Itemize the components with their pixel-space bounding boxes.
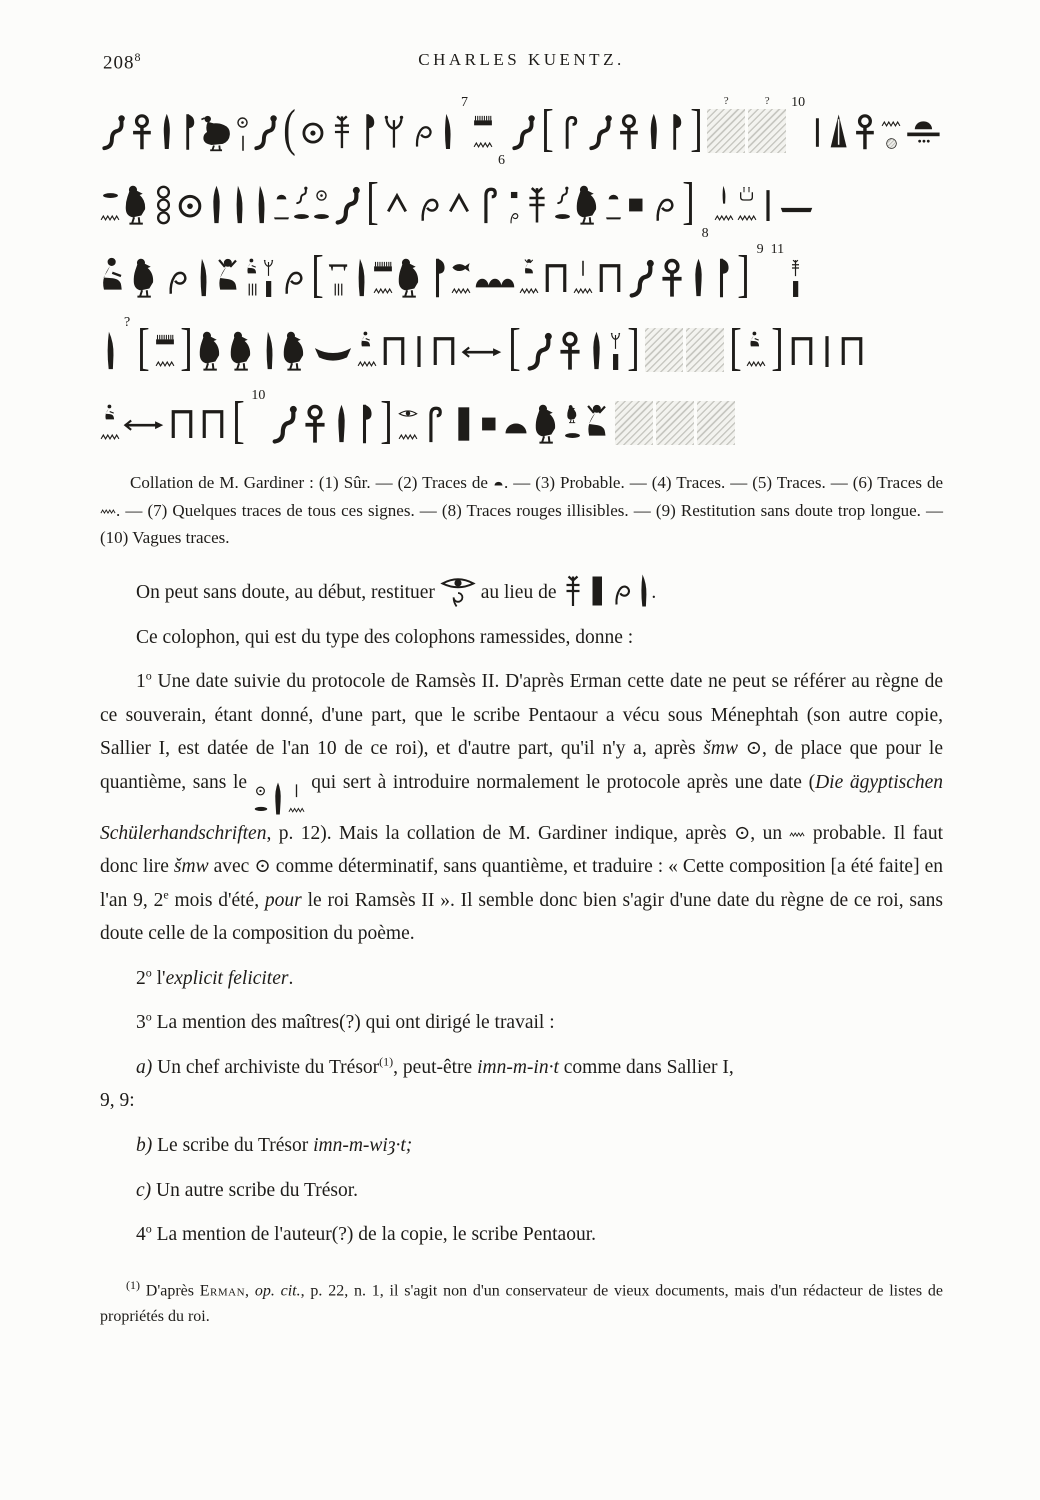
ankh-glyph xyxy=(658,257,686,299)
text-run: o xyxy=(145,668,152,683)
text-run: , xyxy=(245,1281,255,1299)
water-glyph xyxy=(100,502,116,518)
spiral-glyph xyxy=(414,184,442,226)
glyph-stack xyxy=(714,185,734,226)
bird-glyph xyxy=(533,403,561,445)
knife-glyph xyxy=(719,185,728,205)
text-run: au lieu de xyxy=(475,582,562,604)
tallrect-glyph xyxy=(587,573,607,609)
bird-glyph xyxy=(574,184,602,226)
reed-glyph xyxy=(358,111,377,153)
reference-number: 7 xyxy=(460,95,468,110)
editorial-bracket: [ xyxy=(728,319,741,377)
glyph-stack xyxy=(254,782,268,817)
reference-number: 6 xyxy=(497,153,505,168)
stroke-glyph xyxy=(819,330,835,372)
water-glyph xyxy=(737,206,757,226)
ankh-glyph xyxy=(852,111,878,153)
flat-glyph xyxy=(605,206,622,226)
oval-glyph xyxy=(293,206,310,226)
flat-glyph xyxy=(273,206,290,226)
ankh-glyph xyxy=(301,403,329,445)
stroke-glyph xyxy=(760,184,776,226)
oval-glyph xyxy=(313,206,330,226)
text-run: c) xyxy=(136,1179,152,1201)
text-run: La mention de l'auteur(?) de la copie, le scribe Pentaour. xyxy=(151,1224,597,1246)
box-glyph xyxy=(168,403,196,445)
viper-glyph xyxy=(627,257,655,299)
water-glyph xyxy=(373,279,393,299)
reed-glyph xyxy=(354,403,375,445)
man-glyph xyxy=(360,331,373,351)
editorial-bracket: ] xyxy=(380,392,393,450)
page-number-signature: 8 xyxy=(134,50,142,64)
editorial-bracket: [ xyxy=(137,319,150,377)
text-run: . — (3) Probable. — (4) Traces. — (5) Traces. — (6) Traces de xyxy=(503,473,943,492)
stroke-glyph xyxy=(579,258,587,278)
text-run: imn-m-wiȝ·t; xyxy=(313,1135,413,1157)
man2-glyph xyxy=(523,258,536,278)
reference-number: 10 xyxy=(791,95,806,110)
bird-glyph xyxy=(131,257,159,299)
reference-number: 9 xyxy=(756,242,764,257)
text-run: (1) xyxy=(126,1277,140,1292)
water-glyph xyxy=(746,352,766,372)
knife-glyph xyxy=(193,257,212,299)
glyph-stack xyxy=(273,185,290,226)
lacuna-block xyxy=(686,328,724,372)
lacuna-block xyxy=(656,401,694,445)
cup-glyph xyxy=(738,185,755,205)
glyph-stack xyxy=(609,331,622,372)
man-glyph xyxy=(100,257,128,299)
jar-glyph xyxy=(689,257,708,299)
editorial-bracket: ] xyxy=(737,246,750,304)
text-run: , peut-être xyxy=(393,1056,478,1078)
knife-glyph xyxy=(259,330,278,372)
text-run: comme dans Sallier I, xyxy=(558,1056,734,1078)
hatched-lacuna xyxy=(656,401,694,445)
glyph-stack xyxy=(881,112,901,153)
chain-glyph xyxy=(154,184,173,226)
viper-glyph xyxy=(252,111,278,153)
bin-glyph xyxy=(478,403,499,445)
text-run: Die ägyptischen Schülerhandschriften xyxy=(100,771,944,844)
knife-glyph xyxy=(635,573,651,609)
hatched-lacuna xyxy=(645,328,683,372)
glyph-stack xyxy=(100,185,120,226)
text-run: D'après xyxy=(140,1281,200,1299)
caret-glyph xyxy=(445,184,473,226)
text-run: e xyxy=(163,887,169,902)
arrow-glyph xyxy=(123,403,165,445)
knife-glyph xyxy=(100,330,119,372)
spiral-glyph xyxy=(507,206,520,226)
editorial-bracket: [ xyxy=(541,100,553,158)
text-run: Collation de M. Gardiner : (1) Sûr. — (2) Traces de xyxy=(130,473,493,492)
spiral-glyph xyxy=(409,111,435,153)
viper-glyph xyxy=(510,111,536,153)
hatched-lacuna xyxy=(707,109,745,153)
glyph-stack xyxy=(789,258,802,299)
editorial-bracket: [ xyxy=(232,392,245,450)
inline-hieroglyph xyxy=(100,502,116,518)
text-run: ⊙, de place que pour le quantième, sans le xyxy=(100,738,943,793)
hieroglyph-row-5 xyxy=(100,388,943,450)
boat-glyph xyxy=(312,330,354,372)
text-run: Une date suivie du protocole de Ramsès II. D'après Erman cette date ne peut se référer au règne de ce souverain, étant donné, d'une part, que le scribe Pentaour a vécu sous Ménephtah (son autre copie, Sallier I, est datée de l'an 10 de ce roi), et d'autre part, qu'il n'y a, après xyxy=(100,671,943,760)
comb-glyph xyxy=(373,258,393,278)
text-run: 3 xyxy=(136,1012,146,1034)
inline-hieroglyph xyxy=(493,474,504,490)
bird-glyph xyxy=(228,330,256,372)
comb-glyph xyxy=(155,331,175,351)
text-run: 9, 9: xyxy=(100,1090,135,1112)
reed-glyph xyxy=(665,111,684,153)
ankh-glyph xyxy=(556,330,584,372)
spiral-glyph xyxy=(609,573,633,609)
strokes-glyph xyxy=(246,279,259,299)
pole-glyph xyxy=(789,258,802,278)
spiral-glyph xyxy=(278,257,306,299)
glyph-stack xyxy=(564,404,581,445)
jar-glyph xyxy=(645,111,663,153)
editorial-bracket: ] xyxy=(627,319,640,377)
water-glyph xyxy=(288,800,305,817)
hieroglyph-row-1 xyxy=(100,95,943,168)
knife-glyph xyxy=(438,111,456,153)
text-run: . xyxy=(288,967,294,989)
spiral-glyph xyxy=(162,257,190,299)
reference-number: 10 xyxy=(251,388,266,403)
hatched-lacuna xyxy=(686,328,724,372)
text-run: l' xyxy=(151,967,166,989)
text-run: Un chef archiviste du Trésor xyxy=(152,1056,380,1078)
inline-hieroglyph xyxy=(254,781,305,817)
tallrect-glyph xyxy=(790,279,801,299)
water-glyph xyxy=(451,279,471,299)
man-glyph xyxy=(104,404,117,424)
paragraph-colophon xyxy=(100,621,943,655)
oval-glyph xyxy=(254,800,268,817)
bin-glyph xyxy=(625,184,646,226)
plant-glyph xyxy=(381,111,407,153)
footnote xyxy=(100,1276,943,1330)
man2-glyph xyxy=(584,403,612,445)
sun-glyph xyxy=(300,111,326,153)
glyph-stack xyxy=(473,112,493,153)
text-run: imn-m-in·t xyxy=(477,1056,559,1078)
sun-glyph xyxy=(315,185,328,205)
water-glyph xyxy=(398,425,418,445)
glyph-stack xyxy=(451,258,471,299)
crook-glyph xyxy=(558,111,584,153)
hieroglyph-row-4 xyxy=(100,315,943,377)
bird-glyph xyxy=(123,184,151,226)
text-run: 2 xyxy=(136,967,146,989)
glyph-stack xyxy=(236,112,249,153)
oval-glyph xyxy=(554,206,571,226)
glyph-stack xyxy=(519,258,539,299)
paragraph-auteur xyxy=(100,1218,943,1252)
sky-glyph xyxy=(328,258,348,278)
bird-glyph xyxy=(396,257,424,299)
glyph-stack xyxy=(100,404,120,445)
text-run: šmw xyxy=(703,738,738,760)
stroke-glyph xyxy=(239,133,247,153)
strokes-glyph xyxy=(332,279,345,299)
inline-hieroglyph xyxy=(440,573,476,609)
text-run: Le scribe du Trésor xyxy=(152,1135,314,1157)
text-run: b) xyxy=(136,1135,153,1157)
reference-number: 11 xyxy=(770,242,785,257)
editorial-bracket: ] xyxy=(690,100,702,158)
text-run: avec ⊙ comme déterminatif, sans quantième, et traduire : « Cette composition [a été faite] en l'an 9, 2 xyxy=(100,856,943,911)
box-glyph xyxy=(430,330,458,372)
box-glyph xyxy=(838,330,866,372)
text-run: probable. Il faut donc lire xyxy=(100,822,944,878)
pole-glyph xyxy=(523,184,551,226)
hill-glyph xyxy=(502,403,530,445)
text-run: explicit feliciter xyxy=(165,967,289,989)
water-glyph xyxy=(789,825,805,841)
list-item-a xyxy=(100,1051,943,1118)
text-run: o xyxy=(145,965,152,980)
lacuna-block xyxy=(748,96,786,153)
glyph-stack xyxy=(155,331,175,372)
glyph-stack xyxy=(554,185,571,226)
list-item-b xyxy=(100,1129,943,1163)
ankh-glyph xyxy=(129,111,155,153)
reed-glyph xyxy=(178,111,197,153)
viper-glyph xyxy=(587,111,613,153)
water-glyph xyxy=(473,133,493,153)
text-run: Erman xyxy=(199,1281,246,1299)
hill-glyph xyxy=(607,185,620,205)
glyph-stack xyxy=(288,782,305,817)
oval-glyph xyxy=(564,425,581,445)
knife-glyph xyxy=(351,257,370,299)
crook-glyph xyxy=(421,403,449,445)
caret-glyph xyxy=(383,184,411,226)
paragraph-maitres xyxy=(100,1006,943,1040)
stroke-glyph xyxy=(411,330,427,372)
flat-glyph xyxy=(779,184,814,226)
box-glyph xyxy=(199,403,227,445)
text-run: La mention des maîtres(?) qui ont dirigé le travail : xyxy=(151,1012,555,1034)
text-run: Un autre scribe du Trésor. xyxy=(151,1179,359,1201)
pole-glyph xyxy=(329,111,355,153)
arrow-glyph xyxy=(461,330,503,372)
man-glyph xyxy=(749,331,762,351)
spiral-glyph xyxy=(649,184,677,226)
box-glyph xyxy=(542,257,570,299)
knife-glyph xyxy=(229,184,248,226)
sled-glyph xyxy=(904,111,943,153)
water-glyph xyxy=(100,206,120,226)
reference-number: ? xyxy=(124,315,131,330)
text-run: op. cit. xyxy=(254,1281,301,1299)
text-run: o xyxy=(145,1009,152,1024)
reed-glyph xyxy=(427,257,448,299)
ankh-glyph xyxy=(616,111,642,153)
glyph-stack xyxy=(737,185,757,226)
tallrect-glyph xyxy=(452,403,475,445)
box-glyph xyxy=(596,257,624,299)
text-run: pour xyxy=(264,889,302,911)
glyph-stack xyxy=(398,404,418,445)
lacuna-block xyxy=(615,401,653,445)
text-run: qui sert à introduire normalement le protocole après une date ( xyxy=(304,771,816,793)
eyespiral-glyph xyxy=(440,573,476,609)
box-glyph xyxy=(788,330,816,372)
editorial-bracket: [ xyxy=(311,246,324,304)
hill-glyph xyxy=(275,185,288,205)
text-run: On peut sans doute, au début, restituer xyxy=(136,582,440,604)
viper-glyph xyxy=(270,403,298,445)
water-glyph xyxy=(714,206,734,226)
plant-glyph xyxy=(262,258,275,278)
text-run: . — (7) Quelques traces de tous ces signes. — (8) Traces rouges illisibles. — (9) Restitution sans doute trop longue. — (10) Vagues traces. xyxy=(100,500,943,548)
inline-hieroglyph xyxy=(789,825,805,841)
viper-glyph xyxy=(295,185,308,205)
hatched-lacuna xyxy=(748,109,786,153)
uncertainty-mark: ? xyxy=(764,95,770,107)
reference-number: 8 xyxy=(701,226,709,241)
glyph-stack xyxy=(605,185,622,226)
editorial-bracket: ] xyxy=(179,319,192,377)
bin-glyph xyxy=(509,185,519,205)
hieroglyph-row-3 xyxy=(100,242,943,304)
editorial-bracket: [ xyxy=(508,319,520,377)
water-glyph xyxy=(357,352,377,372)
comb-glyph xyxy=(473,112,493,132)
page-header xyxy=(100,50,943,80)
hieroglyph-row-2 xyxy=(100,170,943,241)
text-run: , p. 22, n. 1, il s'agit non d'un conservateur de vieux documents, mais d'un rédacteur de listes de propriétés du roi. xyxy=(100,1281,944,1325)
bird-glyph xyxy=(566,404,579,424)
pole-glyph xyxy=(561,573,585,609)
glyph-stack xyxy=(573,258,593,299)
lacuna-block xyxy=(707,96,745,153)
viper-glyph xyxy=(525,330,553,372)
collation-note xyxy=(100,469,943,552)
text-run: mois d'été, xyxy=(168,889,265,911)
sun-glyph xyxy=(236,112,249,132)
text-run: šmw xyxy=(173,856,209,878)
goose-glyph xyxy=(201,111,233,153)
inline-hieroglyph xyxy=(561,573,651,609)
glyph-stack xyxy=(328,258,348,299)
hills-glyph xyxy=(474,257,516,299)
hieroglyph-plate xyxy=(100,95,943,450)
knife-glyph xyxy=(251,184,270,226)
uncertainty-mark: ? xyxy=(723,95,729,107)
glyph-stack xyxy=(373,258,393,299)
paragraph-date-protocole xyxy=(100,665,943,951)
editorial-bracket: ] xyxy=(682,173,695,231)
text-run: le roi Ramsès II ». Il semble donc bien s'agir d'une date du règne de ce roi, sans doute celle de la composition du poème. xyxy=(100,889,943,945)
running-head: CHARLES KUENTZ. xyxy=(418,50,625,69)
paragraph-explicit xyxy=(100,962,943,996)
stroke-glyph xyxy=(293,782,300,799)
sun-glyph xyxy=(176,184,204,226)
water-glyph xyxy=(881,112,901,132)
paragraph-restituer xyxy=(100,573,943,610)
stroke-glyph xyxy=(810,111,825,153)
jar-glyph xyxy=(158,111,176,153)
viper-glyph xyxy=(556,185,569,205)
text-run: , p. 12). Mais la collation de M. Gardiner indique, après ⊙, un xyxy=(266,822,790,844)
lacuna-block xyxy=(697,401,735,445)
fish-glyph xyxy=(451,258,471,278)
glyph-stack xyxy=(246,258,259,299)
editorial-bracket: ] xyxy=(771,319,783,377)
bird-glyph xyxy=(197,330,225,372)
text-run: . xyxy=(651,582,657,604)
crook-glyph xyxy=(476,184,504,226)
man2-glyph xyxy=(215,257,243,299)
lacuna-block xyxy=(645,328,683,372)
hatched-lacuna xyxy=(697,401,735,445)
text-run: 4 xyxy=(136,1224,146,1246)
viper-glyph xyxy=(100,111,126,153)
hill-glyph xyxy=(493,474,504,490)
box-glyph xyxy=(380,330,408,372)
list-item-c xyxy=(100,1174,943,1208)
water-glyph xyxy=(100,425,120,445)
text-run: a) xyxy=(136,1056,153,1078)
glyph-stack xyxy=(357,331,377,372)
text-run: o xyxy=(145,1221,152,1236)
text-run: Ce colophon, qui est du type des colophons ramessides, donne : xyxy=(136,626,634,648)
tallrect-glyph xyxy=(610,352,621,372)
page-number-main: 208 xyxy=(103,52,135,74)
reed-glyph xyxy=(711,257,732,299)
glyph-stack xyxy=(293,185,310,226)
editorial-bracket: ( xyxy=(283,100,296,158)
water-glyph xyxy=(519,279,539,299)
glyph-stack xyxy=(507,185,520,226)
water-glyph xyxy=(155,352,175,372)
eye-glyph xyxy=(398,404,418,424)
jar-glyph xyxy=(270,781,286,817)
glyph-stack xyxy=(746,331,766,372)
jar-glyph xyxy=(207,184,226,226)
sunhatch-glyph xyxy=(885,133,898,153)
text-run: 1 xyxy=(136,671,146,693)
editorial-bracket: [ xyxy=(366,173,379,231)
jar-glyph xyxy=(587,330,606,372)
tallrect-glyph xyxy=(263,279,274,299)
sun-glyph xyxy=(255,782,266,799)
glyph-stack xyxy=(262,258,275,299)
viper-glyph xyxy=(333,184,361,226)
hatched-lacuna xyxy=(615,401,653,445)
oval-glyph xyxy=(102,185,119,205)
man-glyph xyxy=(246,258,259,278)
bird-glyph xyxy=(281,330,309,372)
plant-glyph xyxy=(609,331,622,351)
jar-glyph xyxy=(332,403,351,445)
water-glyph xyxy=(573,279,593,299)
cone-glyph xyxy=(828,111,849,153)
text-run: (1) xyxy=(379,1054,394,1069)
glyph-stack xyxy=(313,185,330,226)
